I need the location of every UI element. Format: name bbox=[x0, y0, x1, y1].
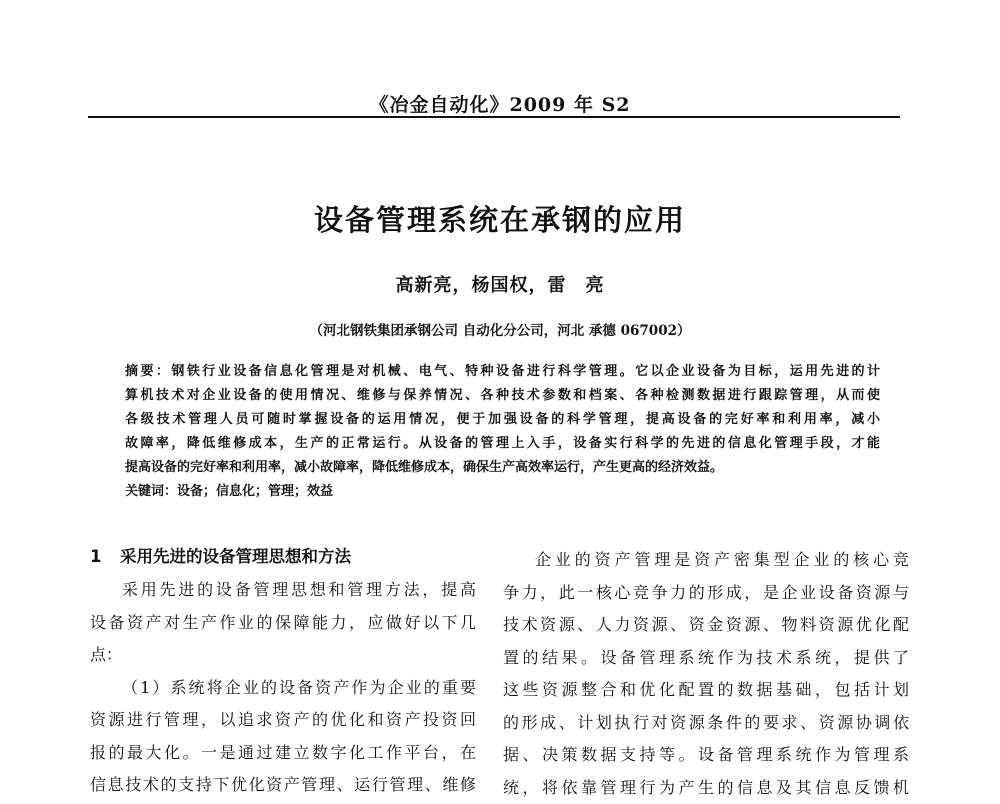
abstract-line: 各级技术管理人员可随时掌握设备的运用情况，便于加强设备的科学管理，提高设备的完好率和利用率，减小 bbox=[125, 408, 880, 432]
right-column bbox=[503, 544, 909, 804]
body-line: （1）系统将企业的设备资产作为企业的重要 bbox=[90, 672, 476, 705]
keywords: 关键词：设备；信息化；管理；效益 bbox=[125, 480, 880, 504]
body-line: 点： bbox=[90, 639, 476, 672]
section-heading bbox=[90, 540, 476, 574]
abstract-line: 故障率，降低维修成本，生产的正常运行。从设备的管理上入手，设备实行科学的先进的信息化管理手段，才能 bbox=[125, 432, 880, 456]
body-line: 设备资产对生产作业的保障能力，应做好以下几 bbox=[90, 607, 476, 640]
section-number: 1 bbox=[90, 540, 120, 574]
running-header: 《冶金自动化》2009 年 S2 bbox=[0, 90, 1000, 117]
body-line: 据、决策数据支持等。设备管理系统作为管理系 bbox=[503, 739, 909, 772]
body-line: 采用先进的设备管理思想和管理方法，提高 bbox=[90, 574, 476, 607]
abstract-line: 算机技术对企业设备的使用情况、维修与保养情况、各种技术参数和档案、各种检测数据进行跟踪管理，从而使 bbox=[125, 384, 880, 408]
body-line: 统，将依靠管理行为产生的信息及其信息反馈机 bbox=[503, 772, 909, 804]
authors: 高新亮，杨国权，雷 亮 bbox=[0, 271, 1000, 297]
body-line: 置的结果。设备管理系统作为技术系统，提供了 bbox=[503, 642, 909, 675]
body-line: 资源进行管理，以追求资产的优化和资产投资回 bbox=[90, 704, 476, 737]
paper-title: 设备管理系统在承钢的应用 bbox=[0, 198, 1000, 239]
body-line: 信息技术的支持下优化资产管理、运行管理、维修 bbox=[90, 769, 476, 802]
body-line: 技术资源、人力资源、资金资源、物料资源优化配 bbox=[503, 609, 909, 642]
body-line: 争力，此一核心竞争力的形成，是企业设备资源与 bbox=[503, 577, 909, 610]
abstract bbox=[125, 360, 880, 504]
section-title: 采用先进的设备管理思想和方法 bbox=[120, 547, 351, 566]
header-rule bbox=[88, 116, 900, 118]
body-line: 企业的资产管理是资产密集型企业的核心竞 bbox=[503, 544, 909, 577]
body-line: 这些资源整合和优化配置的数据基础，包括计划 bbox=[503, 674, 909, 707]
abstract-line: 摘要：钢铁行业设备信息化管理是对机械、电气、特种设备进行科学管理。它以企业设备为目标，运用先进的计 bbox=[125, 360, 880, 384]
left-column bbox=[90, 544, 476, 802]
abstract-line: 提高设备的完好率和利用率，减小故障率，降低维修成本，确保生产高效率运行，产生更高的经济效益。 bbox=[125, 456, 880, 480]
affiliation: （河北钢铁集团承钢公司 自动化分公司，河北 承德 067002） bbox=[0, 319, 1000, 339]
body-line: 的形成、计划执行对资源条件的要求、资源协调依 bbox=[503, 707, 909, 740]
body-line: 报的最大化。一是通过建立数字化工作平台，在 bbox=[90, 737, 476, 770]
